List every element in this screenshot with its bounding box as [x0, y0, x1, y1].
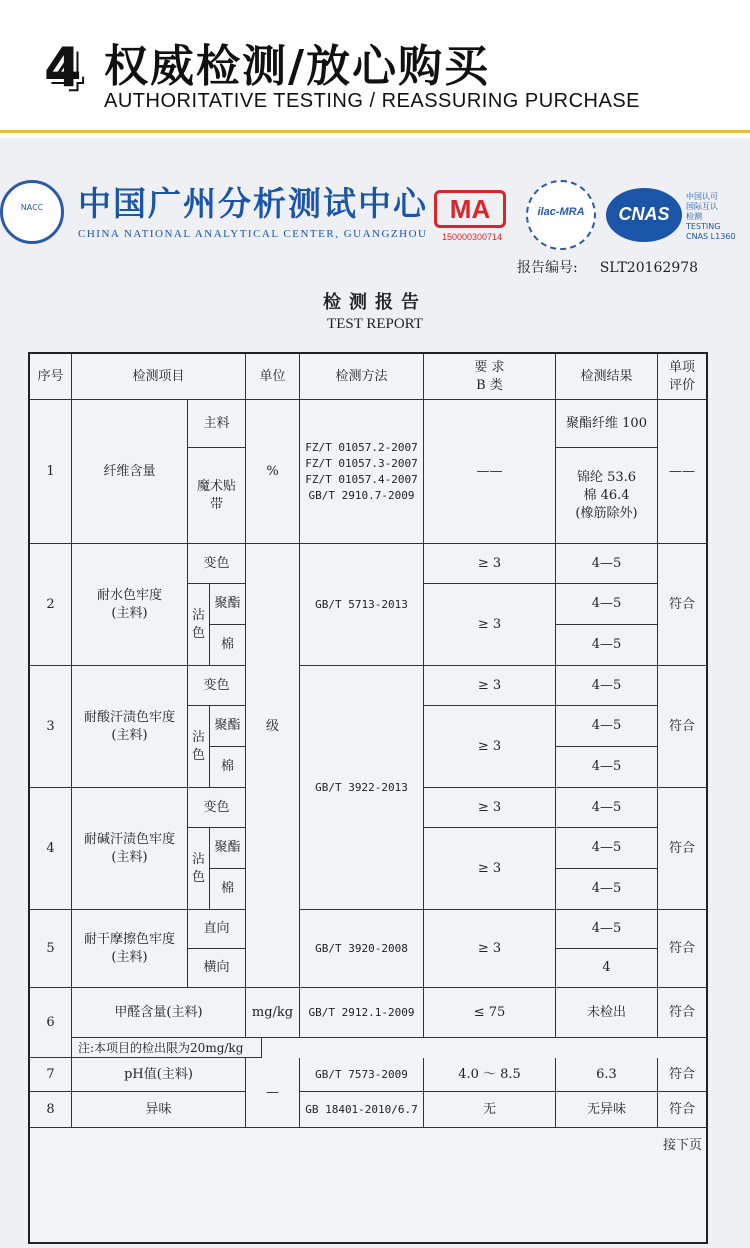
r3-sub-cotton: 棉 — [210, 747, 246, 788]
r4-result-cotton: 4—5 — [556, 869, 658, 910]
report-number — [517, 257, 698, 277]
r8-seq: 8 — [30, 1092, 72, 1128]
report-number-value: SLT20162978 — [599, 260, 699, 276]
header-req-line2: B 类 — [476, 377, 503, 393]
r3-result-polyester: 4—5 — [556, 706, 658, 747]
r6-method: GB/T 2912.1-2009 — [300, 988, 424, 1038]
r6-seq: 6 — [30, 988, 72, 1058]
r8-requirement: 无 — [424, 1092, 556, 1128]
r8-evaluation: 符合 — [658, 1092, 706, 1128]
r2-result-change: 4—5 — [556, 544, 658, 584]
r4-sub-cotton: 棉 — [210, 869, 246, 910]
r2-sub-change: 变色 — [188, 544, 246, 584]
r2-sub-polyester: 聚酯 — [210, 584, 246, 625]
r3-seq: 3 — [30, 666, 72, 788]
r4-sub-change: 变色 — [188, 788, 246, 828]
r5-requirement: ≥ 3 — [424, 910, 556, 988]
report-number-label: 报告编号: — [517, 260, 578, 276]
cnas-text: CNAS — [618, 204, 670, 224]
continued-next-page: 接下页 — [662, 1138, 702, 1153]
r4-result-change: 4—5 — [556, 788, 658, 828]
header-item: 检测项目 — [72, 354, 246, 400]
r1-evaluation: —— — [658, 400, 706, 544]
ilac-mra-logo-icon — [526, 180, 596, 250]
r7-item: pH值(主料) — [72, 1058, 246, 1092]
r8-method: GB 18401-2010/6.7 — [300, 1092, 424, 1128]
r3-sub-stain: 沾色 — [188, 706, 210, 788]
nacc-logo-icon — [0, 180, 64, 244]
r2-item: 耐水色牢度 (主料) — [72, 544, 188, 666]
cnas-logo-icon — [606, 188, 682, 242]
header-result: 检测结果 — [556, 354, 658, 400]
r1-result-main: 聚酯纤维 100 — [556, 400, 658, 448]
header-unit: 单位 — [246, 354, 300, 400]
r3-unit: 级 — [246, 666, 300, 788]
r3-item: 耐酸汗渍色牢度 (主料) — [72, 666, 188, 788]
r2-result-polyester: 4—5 — [556, 584, 658, 625]
r2-unit — [246, 544, 300, 666]
r3-evaluation: 符合 — [658, 666, 706, 788]
r5-unit — [246, 910, 300, 988]
org-name-en: CHINA NATIONAL ANALYTICAL CENTER, GUANGZHOU — [78, 228, 428, 240]
r4-seq: 4 — [30, 788, 72, 910]
r1-sub-velcro: 魔术贴带 — [188, 448, 246, 544]
header-evaluation — [658, 354, 706, 400]
r7-requirement: 4.0 ～ 8.5 — [424, 1058, 556, 1092]
r2-sub-stain: 沾色 — [188, 584, 210, 666]
r4-sub-polyester: 聚酯 — [210, 828, 246, 869]
r6-requirement: ≤ 75 — [424, 988, 556, 1038]
r2-result-cotton: 4—5 — [556, 625, 658, 666]
r5-evaluation: 符合 — [658, 910, 706, 988]
r3-sub-polyester: 聚酯 — [210, 706, 246, 747]
r4-req-change: ≥ 3 — [424, 788, 556, 828]
r3-result-cotton: 4—5 — [556, 747, 658, 788]
cma-logo-icon: MA — [434, 190, 506, 228]
org-logo-block — [0, 178, 440, 248]
org-name-zh: 中国广州分析测试中心 — [78, 184, 428, 223]
r5-seq: 5 — [30, 910, 72, 988]
r8-item: 异味 — [72, 1092, 246, 1128]
r4-req-stain: ≥ 3 — [424, 828, 556, 910]
report-title-en: TEST REPORT — [327, 316, 423, 332]
r5-item: 耐干摩擦色牢度 (主料) — [72, 910, 188, 988]
r5-sub-lengthwise: 直向 — [188, 910, 246, 949]
header-req-line1: 要 求 — [474, 359, 505, 375]
r5-method: GB/T 3920-2008 — [300, 910, 424, 988]
header-title-zh: 权威检测/放心购买 — [104, 41, 491, 92]
r2-sub-cotton: 棉 — [210, 625, 246, 666]
r5-result-lengthwise: 4—5 — [556, 910, 658, 949]
r2-req-stain: ≥ 3 — [424, 584, 556, 666]
r1-result-velcro: 锦纶 53.6 棉 46.4 (橡筋除外) — [556, 448, 658, 544]
r4-evaluation: 符合 — [658, 788, 706, 910]
cma-code: 150000300714 — [441, 232, 503, 242]
r4-result-polyester: 4—5 — [556, 828, 658, 869]
r7-r8-unit: — — [246, 1058, 300, 1128]
nacc-logo-text: NACC — [20, 203, 44, 212]
r2-seq: 2 — [30, 544, 72, 666]
r6-note: 注:本项目的检出限为20mg/kg — [72, 1038, 262, 1058]
r6-result: 未检出 — [556, 988, 658, 1038]
r8-result: 无异味 — [556, 1092, 658, 1128]
report-title-zh: 检测报告 — [323, 292, 427, 313]
header-seq: 序号 — [30, 354, 72, 400]
r6-evaluation: 符合 — [658, 988, 706, 1038]
cnas-caption: 中国认可 国际互认 检测 TESTING CNAS L1360 — [686, 192, 736, 241]
test-report-document — [0, 138, 750, 1248]
test-results-table — [28, 352, 708, 1244]
r2-req-change: ≥ 3 — [424, 544, 556, 584]
r4-unit — [246, 788, 300, 910]
r3-result-change: 4—5 — [556, 666, 658, 706]
header-eval-line2: 评价 — [668, 377, 695, 393]
r1-requirement: —— — [424, 400, 556, 544]
r7-seq: 7 — [30, 1058, 72, 1092]
r7-evaluation: 符合 — [658, 1058, 706, 1092]
header-method: 检测方法 — [300, 354, 424, 400]
r1-unit: % — [246, 400, 300, 544]
r3-sub-change: 变色 — [188, 666, 246, 706]
ilac-text: ilac-MRA — [537, 206, 585, 218]
r1-sub-main: 主料 — [188, 400, 246, 448]
r6-item: 甲醛含量(主料) — [72, 988, 246, 1038]
r5-result-crosswise: 4 — [556, 949, 658, 988]
cma-mark — [432, 190, 512, 244]
r7-method: GB/T 7573-2009 — [300, 1058, 424, 1092]
r1-method: FZ/T 01057.2-2007 FZ/T 01057.3-2007 FZ/T 01057.4-2007 GB/T 2910.7-2009 — [300, 400, 424, 544]
r6-unit: mg/kg — [246, 988, 300, 1038]
r4-item: 耐碱汗渍色牢度 (主料) — [72, 788, 188, 910]
header-requirement — [424, 354, 556, 400]
r4-sub-stain: 沾色 — [188, 828, 210, 910]
r2-method: GB/T 5713-2013 — [300, 544, 424, 666]
r1-item: 纤维含量 — [72, 400, 188, 544]
r7-result: 6.3 — [556, 1058, 658, 1092]
r1-seq: 1 — [30, 400, 72, 544]
section-number: 4 — [44, 36, 82, 99]
page-header — [0, 0, 750, 133]
r3-req-change: ≥ 3 — [424, 666, 556, 706]
header-eval-line1: 单项 — [668, 359, 695, 375]
r3-req-stain: ≥ 3 — [424, 706, 556, 788]
r3-r4-method: GB/T 3922-2013 — [300, 666, 424, 910]
r5-sub-crosswise: 横向 — [188, 949, 246, 988]
r2-evaluation: 符合 — [658, 544, 706, 666]
header-title-en: AUTHORITATIVE TESTING / REASSURING PURCHASE — [104, 90, 641, 112]
